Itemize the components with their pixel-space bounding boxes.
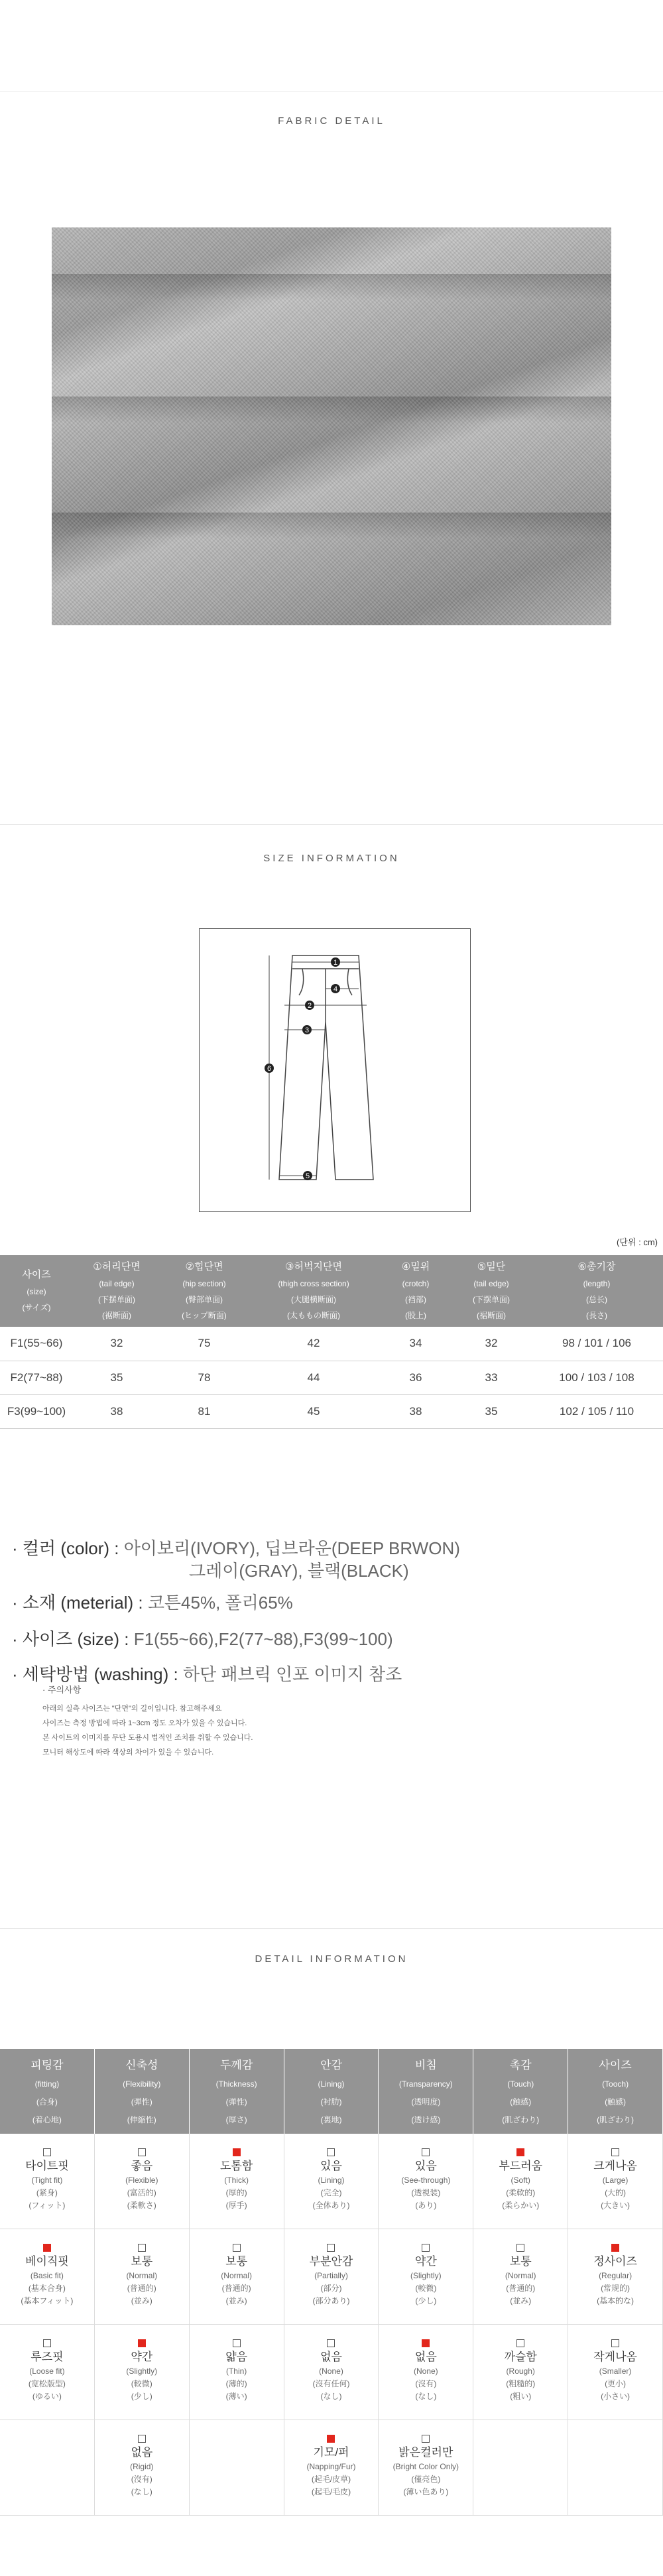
detail-option-text: 정사이즈: [593, 2255, 637, 2268]
length-col-header: ⑥총기장 (length) (总长) (長さ): [530, 1255, 663, 1327]
detail-option-text: (柔軟さ): [127, 2201, 156, 2210]
detail-option-text: 루즈핏: [30, 2351, 64, 2363]
detail-header-text: 피팅감: [30, 2059, 64, 2071]
detail-option-text: (Tight fit): [31, 2176, 63, 2185]
detail-header-text: (裏地): [320, 2115, 342, 2124]
detail-option-text: (厚的): [225, 2188, 247, 2197]
detail-option-text: (Loose fit): [29, 2366, 65, 2376]
unchecked-box-icon: [43, 2148, 51, 2156]
detail-option-text: 부분안감: [309, 2255, 353, 2268]
unchecked-box-icon: [138, 2244, 146, 2252]
hem-cell: 32: [452, 1327, 530, 1361]
detail-header-text: (肌ざわり): [502, 2115, 540, 2124]
color-info-continued: 그레이(GRAY), 블랙(BLACK): [189, 1561, 409, 1581]
fabric-detail-title: FABRIC DETAIL: [278, 115, 385, 127]
detail-option-cell: [190, 2229, 284, 2325]
detail-option-text: (粗糙的): [506, 2379, 536, 2388]
detail-option-text: 밝은컬러만: [398, 2446, 453, 2459]
waist-cell: 35: [73, 1361, 160, 1394]
detail-header-1: [95, 2049, 190, 2134]
detail-option-text: 까슬함: [504, 2351, 537, 2363]
detail-option-text: 보통: [509, 2255, 532, 2268]
detail-option-text: (並み): [225, 2296, 247, 2305]
detail-option-text: (少し): [415, 2296, 437, 2305]
size-table: [0, 1255, 663, 1429]
caution-line: 본 사이트의 이미지를 무단 도용시 법적인 조치를 취할 수 있습니다.: [42, 1734, 253, 1742]
detail-header-text: 안감: [320, 2059, 342, 2071]
detail-header-text: 두께감: [219, 2059, 253, 2071]
detail-option-text: (See-through): [401, 2176, 451, 2185]
detail-option-text: (沒有): [131, 2475, 152, 2484]
detail-option-cell: [284, 2134, 379, 2229]
detail-option-text: (Basic fit): [30, 2271, 64, 2280]
detail-option-text: (大的): [605, 2188, 627, 2197]
detail-option-text: (沒有): [415, 2379, 437, 2388]
hip-col-header: ②힙단면 (hip section) (臀部单面) (ヒップ断面): [160, 1255, 248, 1327]
marker-2-label: 2: [307, 1002, 312, 1010]
marker-3-label: 3: [304, 1026, 310, 1034]
detail-option-text: (薄い色あり): [403, 2487, 449, 2496]
detail-option-cell: [190, 2134, 284, 2229]
detail-option-text: (Slightly): [126, 2366, 158, 2376]
detail-option-text: (Regular): [599, 2271, 633, 2280]
detail-option-text: 크게나옴: [593, 2160, 637, 2172]
unchecked-box-icon: [327, 2339, 335, 2347]
section-divider: [0, 824, 663, 825]
hip-cell: 75: [160, 1327, 248, 1361]
caution-line: 모니터 해상도에 따라 색상의 차이가 있을 수 있습니다.: [42, 1748, 214, 1756]
checked-box-icon: [327, 2435, 335, 2443]
detail-option-text: (Smaller): [599, 2366, 632, 2376]
pants-measurement-diagram: [199, 928, 471, 1212]
detail-option-text: 작게나옴: [593, 2351, 637, 2363]
detail-header-text: (触感): [510, 2097, 532, 2107]
detail-information-grid: [0, 2049, 663, 2516]
unchecked-box-icon: [516, 2339, 524, 2347]
fabric-fold: [52, 397, 611, 423]
detail-option-text: (普通的): [506, 2284, 536, 2293]
caution-line: 사이즈는 측정 방법에 따라 1~3cm 정도 오차가 있을 수 있습니다.: [42, 1719, 247, 1727]
detail-header-text: 촉감: [509, 2059, 532, 2071]
hem-col-header: ⑤밑단 (tail edge) (下摆单面) (裾断面): [452, 1255, 530, 1327]
detail-empty-cell: [473, 2420, 568, 2516]
checked-box-icon: [138, 2339, 146, 2347]
size-cell: F2(77~88): [0, 1361, 73, 1394]
detail-header-text: (Touch): [507, 2079, 534, 2089]
crotch-cell: 36: [379, 1361, 452, 1394]
detail-option-text: (なし): [320, 2392, 342, 2401]
length-cell: 100 / 103 / 108: [530, 1361, 663, 1394]
unchecked-box-icon: [233, 2339, 241, 2347]
length-cell: 102 / 105 / 110: [530, 1394, 663, 1428]
size-cell: F3(99~100): [0, 1394, 73, 1428]
detail-option-text: (Rough): [506, 2366, 535, 2376]
crotch-cell: 38: [379, 1394, 452, 1428]
detail-option-text: 있음: [320, 2160, 342, 2172]
waist-cell: 32: [73, 1327, 160, 1361]
detail-option-text: 없음: [414, 2351, 437, 2363]
detail-option-text: (Partially): [314, 2271, 348, 2280]
detail-option-cell: [379, 2420, 473, 2516]
pants-outline-svg: [200, 929, 471, 1213]
detail-option-text: (部分あり): [312, 2296, 350, 2305]
table-row: [0, 1394, 663, 1428]
detail-option-text: (透視装): [411, 2188, 441, 2197]
detail-option-text: 없음: [320, 2351, 342, 2363]
detail-option-text: (少し): [131, 2392, 152, 2401]
thigh-col-header: ③허벅지단면 (thigh cross section) (大腿横断面) (太ももの断面): [248, 1255, 379, 1327]
washing-info: · 세탁방법 (washing) : 하단 패브릭 인포 이미지 참조: [12, 1664, 402, 1684]
detail-option-cell: [0, 2134, 95, 2229]
detail-header-0: [0, 2049, 95, 2134]
detail-option-text: (全体あり): [312, 2201, 350, 2210]
marker-4-label: 4: [333, 985, 338, 993]
length-cell: 98 / 101 / 106: [530, 1327, 663, 1361]
size-information-title: SIZE INFORMATION: [263, 853, 400, 864]
detail-option-text: (普通的): [127, 2284, 156, 2293]
detail-header-6: [568, 2049, 663, 2134]
detail-option-text: (沒有任何): [312, 2379, 350, 2388]
detail-header-text: 사이즈: [599, 2059, 632, 2071]
detail-header-text: 신축성: [125, 2059, 158, 2071]
detail-option-text: (Slightly): [410, 2271, 442, 2280]
detail-header-text: (Lining): [318, 2079, 345, 2089]
detail-header-text: (fitting): [34, 2079, 60, 2089]
detail-option-text: (較微): [131, 2379, 152, 2388]
unchecked-box-icon: [422, 2435, 430, 2443]
detail-header-text: (弹性): [225, 2097, 247, 2107]
table-row: [0, 1327, 663, 1361]
checked-box-icon: [611, 2244, 619, 2252]
detail-option-text: (なし): [415, 2392, 437, 2401]
unchecked-box-icon: [327, 2244, 335, 2252]
detail-option-text: (起毛/皮草): [311, 2475, 351, 2484]
detail-option-cell: [0, 2325, 95, 2420]
detail-option-text: (富活的): [127, 2188, 156, 2197]
hip-cell: 81: [160, 1394, 248, 1428]
detail-option-text: 기모/퍼: [313, 2446, 349, 2459]
detail-option-cell: [473, 2229, 568, 2325]
detail-option-text: (Lining): [318, 2176, 345, 2185]
detail-empty-cell: [568, 2420, 663, 2516]
detail-option-text: (柔軟的): [506, 2188, 536, 2197]
detail-option-text: (柔らかい): [502, 2201, 540, 2210]
detail-header-4: [379, 2049, 473, 2134]
detail-empty-cell: [0, 2420, 95, 2516]
unit-label: (단위 : cm): [617, 1237, 658, 1247]
detail-option-text: 베이직핏: [25, 2255, 69, 2268]
detail-option-text: (None): [319, 2366, 343, 2376]
detail-header-text: (着心地): [32, 2115, 62, 2124]
unchecked-box-icon: [233, 2244, 241, 2252]
unchecked-box-icon: [422, 2148, 430, 2156]
detail-option-text: (Normal): [505, 2271, 536, 2280]
detail-option-cell: [95, 2134, 190, 2229]
detail-option-text: 약간: [414, 2255, 437, 2268]
detail-header-text: (伸縮性): [127, 2115, 156, 2124]
fabric-fold: [52, 513, 611, 539]
detail-option-text: (なし): [131, 2487, 152, 2496]
detail-option-text: (Bright Color Only): [392, 2462, 459, 2471]
detail-option-text: (紧身): [36, 2188, 58, 2197]
unchecked-box-icon: [138, 2148, 146, 2156]
detail-option-text: (Thick): [224, 2176, 249, 2185]
color-info: · 컬러 (color) : 아이보리(IVORY), 딥브라운(DEEP BRWON): [12, 1538, 460, 1558]
detail-option-text: (較微): [415, 2284, 437, 2293]
detail-option-text: (ゆるい): [32, 2392, 62, 2401]
detail-header-text: (Tooch): [602, 2079, 629, 2089]
crotch-cell: 34: [379, 1327, 452, 1361]
detail-header-text: (衬肋): [320, 2097, 342, 2107]
unchecked-box-icon: [611, 2148, 619, 2156]
detail-option-text: (Normal): [221, 2271, 252, 2280]
detail-header-text: (合身): [36, 2097, 58, 2107]
unchecked-box-icon: [422, 2244, 430, 2252]
detail-option-text: (僅亮色): [411, 2475, 441, 2484]
detail-empty-cell: [190, 2420, 284, 2516]
checked-box-icon: [43, 2244, 51, 2252]
hem-cell: 35: [452, 1394, 530, 1428]
detail-option-text: (Large): [602, 2176, 629, 2185]
detail-option-cell: [95, 2420, 190, 2516]
detail-option-text: 약간: [131, 2351, 153, 2363]
material-info: · 소재 (meterial) : 코튼45%, 폴리65%: [12, 1593, 293, 1613]
marker-6-label: 6: [267, 1065, 272, 1073]
detail-option-text: (Napping/Fur): [306, 2462, 356, 2471]
detail-option-cell: [284, 2420, 379, 2516]
fabric-photo: [52, 227, 611, 625]
waist-col-header: ①허리단면 (tail edge) (下摆单面) (裾断面): [73, 1255, 160, 1327]
thigh-cell: 42: [248, 1327, 379, 1361]
detail-header-text: (弹性): [131, 2097, 152, 2107]
detail-option-text: (粗い): [510, 2392, 532, 2401]
caution-line: 아래의 실측 사이즈는 "단면"의 길이입니다. 참고해주세요: [42, 1705, 222, 1713]
detail-header-text: (Transparency): [398, 2079, 453, 2089]
detail-option-cell: [284, 2325, 379, 2420]
size-table-header: [0, 1255, 663, 1327]
detail-option-text: 얇음: [225, 2351, 248, 2363]
detail-header-text: (厚さ): [225, 2115, 247, 2124]
detail-header-3: [284, 2049, 379, 2134]
detail-option-text: (起毛/毛皮): [311, 2487, 351, 2496]
detail-option-text: (更小): [605, 2379, 627, 2388]
unchecked-box-icon: [516, 2244, 524, 2252]
unchecked-box-icon: [43, 2339, 51, 2347]
detail-option-cell: [95, 2229, 190, 2325]
detail-option-cell: [190, 2325, 284, 2420]
detail-header-text: (透け感): [411, 2115, 441, 2124]
hem-cell: 33: [452, 1361, 530, 1394]
detail-option-text: (薄的): [225, 2379, 247, 2388]
detail-option-text: (並み): [510, 2296, 532, 2305]
detail-header-text: (触感): [605, 2097, 627, 2107]
fabric-fold: [52, 274, 611, 300]
detail-option-text: (Flexible): [125, 2176, 158, 2185]
detail-header-text: 비침: [414, 2059, 437, 2071]
detail-option-cell: [568, 2325, 663, 2420]
caution-notes: [42, 1683, 253, 1760]
detail-option-text: (Normal): [126, 2271, 158, 2280]
detail-header-5: [473, 2049, 568, 2134]
size-cell: F1(55~66): [0, 1327, 73, 1361]
table-row: [0, 1361, 663, 1394]
detail-option-text: (Soft): [511, 2176, 530, 2185]
detail-information-title: DETAIL INFORMATION: [255, 1953, 408, 1965]
caution-heading: · 주의사항: [42, 1685, 82, 1695]
detail-option-text: (基本合身): [28, 2284, 66, 2293]
detail-header-text: (Flexibility): [123, 2079, 161, 2089]
marker-5-label: 5: [305, 1172, 310, 1180]
detail-option-text: (大きい): [601, 2201, 631, 2210]
detail-option-text: (None): [414, 2366, 438, 2376]
detail-option-text: 부드러움: [499, 2160, 543, 2172]
size-info: · 사이즈 (size) : F1(55~66),F2(77~88),F3(99~100): [12, 1629, 393, 1649]
detail-option-cell: [568, 2229, 663, 2325]
detail-option-cell: [473, 2325, 568, 2420]
detail-option-text: (Rigid): [130, 2462, 154, 2471]
detail-option-text: (宽松版型): [28, 2379, 66, 2388]
detail-option-text: (完全): [320, 2188, 342, 2197]
detail-option-text: (厚手): [225, 2201, 247, 2210]
detail-option-text: 보통: [131, 2255, 153, 2268]
detail-header-2: [190, 2049, 284, 2134]
checked-box-icon: [422, 2339, 430, 2347]
detail-option-text: (常规的): [601, 2284, 631, 2293]
thigh-cell: 44: [248, 1361, 379, 1394]
detail-option-text: (薄い): [225, 2392, 247, 2401]
waist-cell: 38: [73, 1394, 160, 1428]
detail-option-text: (基本フィット): [21, 2296, 74, 2305]
detail-option-cell: [379, 2134, 473, 2229]
detail-option-text: (Thin): [225, 2366, 247, 2376]
detail-header-text: (Thickness): [215, 2079, 257, 2089]
detail-option-text: (普通的): [221, 2284, 251, 2293]
detail-option-text: 없음: [131, 2446, 153, 2459]
crotch-col-header: ④밑위 (crotch) (裆部) (股上): [379, 1255, 452, 1327]
detail-option-cell: [379, 2325, 473, 2420]
marker-1-label: 1: [333, 959, 338, 967]
detail-option-cell: [473, 2134, 568, 2229]
detail-option-text: 타이트핏: [25, 2160, 69, 2172]
detail-option-text: (基本的な): [597, 2296, 634, 2305]
detail-option-cell: [568, 2134, 663, 2229]
unchecked-box-icon: [611, 2339, 619, 2347]
detail-option-text: (あり): [415, 2201, 437, 2210]
hip-cell: 78: [160, 1361, 248, 1394]
detail-header-text: (透明度): [411, 2097, 441, 2107]
checked-box-icon: [516, 2148, 524, 2156]
detail-option-text: (小さい): [601, 2392, 631, 2401]
detail-option-text: 있음: [414, 2160, 437, 2172]
section-divider: [0, 1928, 663, 1929]
detail-option-text: 도톰함: [219, 2160, 253, 2172]
detail-option-text: (部分): [320, 2284, 342, 2293]
detail-option-text: (並み): [131, 2296, 152, 2305]
detail-option-cell: [95, 2325, 190, 2420]
detail-option-text: (フィット): [29, 2201, 66, 2210]
checked-box-icon: [233, 2148, 241, 2156]
detail-option-text: 보통: [225, 2255, 248, 2268]
detail-option-cell: [284, 2229, 379, 2325]
size-col-header: 사이즈 (size) (サイズ): [0, 1255, 73, 1327]
detail-option-text: 좋음: [131, 2160, 153, 2172]
detail-option-cell: [0, 2229, 95, 2325]
unchecked-box-icon: [327, 2148, 335, 2156]
unchecked-box-icon: [138, 2435, 146, 2443]
thigh-cell: 45: [248, 1394, 379, 1428]
detail-option-cell: [379, 2229, 473, 2325]
detail-header-text: (肌ざわり): [597, 2115, 634, 2124]
